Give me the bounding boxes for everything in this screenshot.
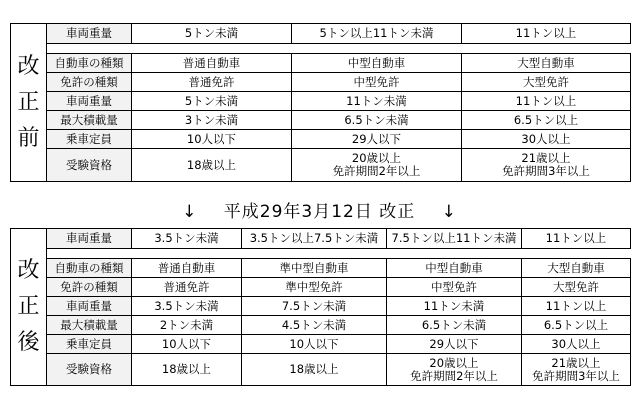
row-label: 最大積載量 — [47, 316, 132, 335]
cell: 普通自動車 — [132, 259, 242, 278]
row-label: 免許の種類 — [47, 73, 132, 92]
cell: 6.5トン以上 — [522, 316, 631, 335]
before-table — [10, 23, 631, 182]
row-label: 車両重量 — [47, 92, 132, 111]
cell: 中型免許 — [387, 278, 522, 297]
cell: 10人以下 — [132, 335, 242, 354]
cell: 29人以下 — [387, 335, 522, 354]
table-row — [11, 130, 631, 149]
table-row — [11, 73, 631, 92]
cell — [292, 149, 462, 182]
before-top-row — [11, 24, 631, 44]
cell-line: 20歳以上 — [351, 151, 402, 165]
row-label: 車両重量 — [47, 297, 132, 316]
cell: 5トン未満 — [132, 92, 292, 111]
after-side-char: 改 — [17, 258, 40, 283]
cell — [132, 354, 242, 386]
cell: 30人以上 — [522, 335, 631, 354]
cell: 大型免許 — [522, 278, 631, 297]
cell — [242, 354, 387, 386]
cell: 11トン以上 — [522, 297, 631, 316]
cell: 普通自動車 — [132, 54, 292, 73]
cell: 普通免許 — [132, 278, 242, 297]
cell: 3.5トン未満 — [132, 229, 242, 249]
table-row — [11, 259, 631, 278]
cell: 10人以下 — [242, 335, 387, 354]
after-top-row — [11, 229, 631, 249]
cell: 3.5トン未満 — [132, 297, 242, 316]
before-side-label — [11, 24, 47, 182]
after-side-label — [11, 229, 47, 386]
table-row — [11, 316, 631, 335]
cell: 7.5トン以上11トン未満 — [387, 229, 522, 249]
cell — [387, 354, 522, 386]
cell-line: 免許期間3年以上 — [532, 368, 620, 383]
row-label: 最大積載量 — [47, 111, 132, 130]
table-row — [11, 92, 631, 111]
cell — [462, 149, 631, 182]
cell: 準中型免許 — [242, 278, 387, 297]
spacer — [47, 44, 631, 54]
cell: 10人以下 — [132, 130, 292, 149]
cell: 5トン未満 — [132, 24, 292, 44]
cell: 11トン未満 — [387, 297, 522, 316]
cell: 30人以上 — [462, 130, 631, 149]
cell: 6.5トン未満 — [387, 316, 522, 335]
cell: 5トン以上11トン未満 — [292, 24, 462, 44]
cell: 中型自動車 — [387, 259, 522, 278]
row-label: 乗車定員 — [47, 130, 132, 149]
cell: 大型自動車 — [462, 54, 631, 73]
row-label: 車両重量 — [47, 229, 132, 249]
table-row — [11, 354, 631, 386]
after-side-char: 正 — [17, 294, 40, 319]
cell-line: 21歳以上 — [551, 355, 601, 370]
cell: 6.5トン未満 — [292, 111, 462, 130]
before-side-char: 改 — [17, 53, 40, 79]
revision-separator — [0, 199, 639, 225]
cell: 中型自動車 — [292, 54, 462, 73]
cell: 7.5トン未満 — [242, 297, 387, 316]
table-row — [11, 54, 631, 73]
after-side-char: 後 — [17, 330, 40, 355]
row-label: 自動車の種類 — [47, 259, 132, 278]
row-label: 受験資格 — [47, 149, 132, 182]
cell: 3.5トン以上7.5トン未満 — [242, 229, 387, 249]
cell: 3トン未満 — [132, 111, 292, 130]
cell-line: 21歳以上 — [521, 151, 571, 165]
down-arrow-icon: ↓ — [182, 202, 198, 222]
cell: 11トン以上 — [462, 24, 631, 44]
cell: 6.5トン以上 — [462, 111, 631, 130]
cell-line: 免許期間2年以上 — [332, 164, 421, 178]
cell — [522, 354, 631, 386]
spacer — [47, 249, 631, 259]
cell: 11トン以上 — [462, 92, 631, 111]
cell: 4.5トン未満 — [242, 316, 387, 335]
row-label: 自動車の種類 — [47, 54, 132, 73]
cell-line: 20歳以上 — [429, 355, 479, 370]
cell: 普通免許 — [132, 73, 292, 92]
cell-line: 免許期間3年以上 — [502, 164, 590, 178]
cell: 2トン未満 — [132, 316, 242, 335]
cell-line: 免許期間2年以上 — [410, 368, 498, 383]
down-arrow-icon: ↓ — [441, 202, 457, 222]
cell-line: 18歳以上 — [161, 362, 212, 376]
table-row — [11, 111, 631, 130]
cell: 準中型自動車 — [242, 259, 387, 278]
cell: 中型免許 — [292, 73, 462, 92]
cell: 大型自動車 — [522, 259, 631, 278]
cell-line: 18歳以上 — [186, 157, 237, 172]
row-label: 乗車定員 — [47, 335, 132, 354]
row-label: 免許の種類 — [47, 278, 132, 297]
cell: 29人以下 — [292, 130, 462, 149]
cell — [132, 149, 292, 182]
cell-line: 18歳以上 — [289, 362, 339, 376]
cell: 大型免許 — [462, 73, 631, 92]
cell: 11トン以上 — [522, 229, 631, 249]
before-side-char: 前 — [17, 125, 40, 151]
table-row — [11, 278, 631, 297]
row-label: 受験資格 — [47, 354, 132, 386]
table-row — [11, 149, 631, 182]
table-row — [11, 297, 631, 316]
after-table — [10, 228, 631, 386]
table-row — [11, 335, 631, 354]
before-side-char: 正 — [17, 89, 40, 115]
row-label: 車両重量 — [47, 24, 132, 44]
cell: 11トン未満 — [292, 92, 462, 111]
revision-date-text: 平成29年3月12日 改正 — [223, 202, 416, 222]
